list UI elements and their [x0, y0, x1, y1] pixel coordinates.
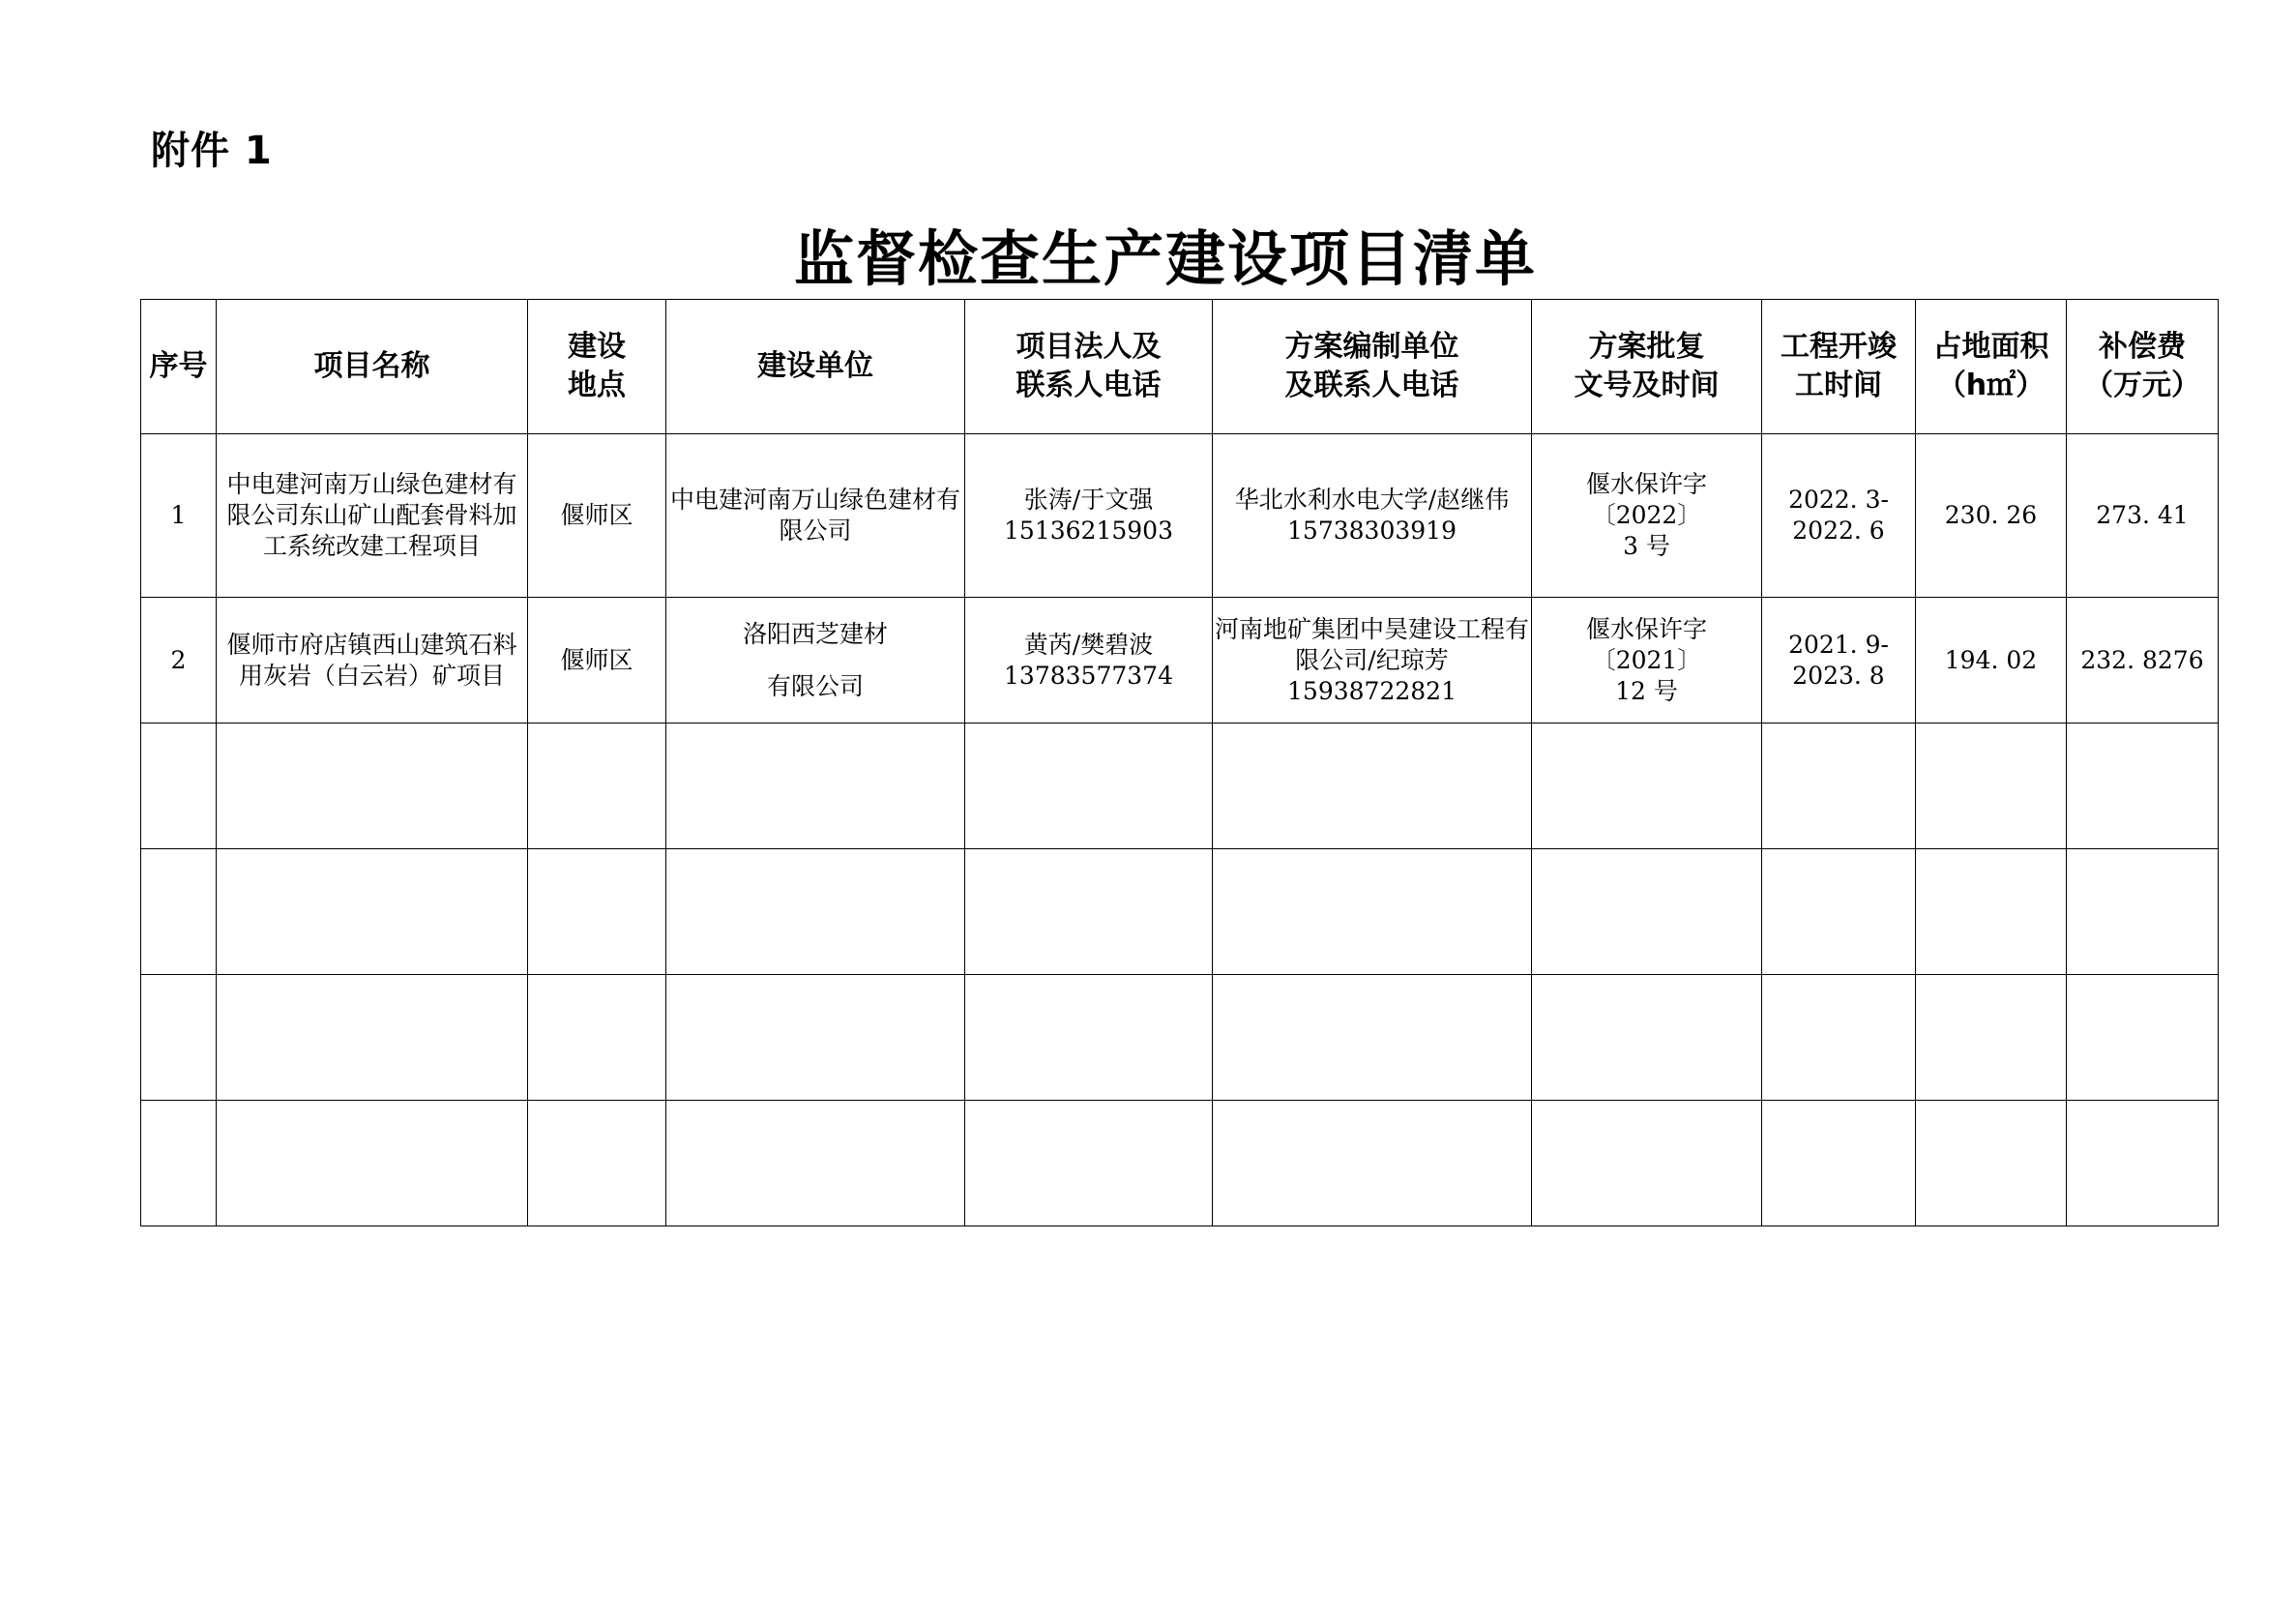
empty-cell — [528, 1101, 666, 1226]
header-seq: 序号 — [141, 300, 217, 434]
empty-cell — [666, 723, 965, 849]
cell-area: 194. 02 — [1916, 598, 2067, 723]
header-builder: 建设单位 — [666, 300, 965, 434]
cell-fee: 273. 41 — [2067, 434, 2219, 598]
project-table — [140, 299, 2219, 1226]
cell-location: 偃师区 — [528, 434, 666, 598]
header-plan-contact: 方案编制单位 及联系人电话 — [1213, 300, 1532, 434]
cell-period: 2022. 3- 2022. 6 — [1762, 434, 1916, 598]
cell-plan-contact: 河南地矿集团中昊建设工程有限公司/纪琼芳 15938722821 — [1213, 598, 1532, 723]
cell-builder: 洛阳西芝建材 有限公司 — [666, 598, 965, 723]
header-project-name: 项目名称 — [217, 300, 528, 434]
empty-cell — [141, 975, 217, 1101]
cell-project-name: 中电建河南万山绿色建材有限公司东山矿山配套骨料加工系统改建工程项目 — [217, 434, 528, 598]
header-approval: 方案批复 文号及时间 — [1532, 300, 1762, 434]
empty-cell — [217, 723, 528, 849]
empty-cell — [2067, 849, 2219, 975]
header-area: 占地面积 （h㎡） — [1916, 300, 2067, 434]
empty-cell — [1762, 1101, 1916, 1226]
header-period: 工程开竣 工时间 — [1762, 300, 1916, 434]
cell-legal-contact: 黄芮/樊碧波 13783577374 — [965, 598, 1213, 723]
table-row — [141, 434, 2219, 598]
empty-cell — [1762, 975, 1916, 1101]
empty-cell — [141, 723, 217, 849]
page-title: 监督检查生产建设项目清单 — [793, 223, 1537, 294]
empty-cell — [141, 1101, 217, 1226]
cell-plan-contact: 华北水利水电大学/赵继伟 15738303919 — [1213, 434, 1532, 598]
header-row — [141, 300, 2219, 434]
header-fee: 补偿费 （万元） — [2067, 300, 2219, 434]
empty-cell — [1916, 723, 2067, 849]
empty-cell — [2067, 723, 2219, 849]
empty-cell — [1532, 849, 1762, 975]
empty-cell — [965, 849, 1213, 975]
header-location: 建设 地点 — [528, 300, 666, 434]
empty-cell — [666, 1101, 965, 1226]
cell-approval: 偃水保许字〔2021〕 12 号 — [1532, 598, 1762, 723]
cell-legal-contact: 张涛/于文强 15136215903 — [965, 434, 1213, 598]
empty-cell — [666, 849, 965, 975]
cell-fee: 232. 8276 — [2067, 598, 2219, 723]
empty-cell — [1532, 723, 1762, 849]
empty-table-row — [141, 849, 2219, 975]
empty-table-row — [141, 975, 2219, 1101]
empty-cell — [217, 975, 528, 1101]
empty-cell — [217, 1101, 528, 1226]
cell-area: 230. 26 — [1916, 434, 2067, 598]
empty-cell — [1213, 1101, 1532, 1226]
cell-builder: 中电建河南万山绿色建材有限公司 — [666, 434, 965, 598]
cell-project-name: 偃师市府店镇西山建筑石料用灰岩（白云岩）矿项目 — [217, 598, 528, 723]
empty-cell — [1213, 723, 1532, 849]
empty-cell — [965, 1101, 1213, 1226]
empty-cell — [1532, 1101, 1762, 1226]
cell-approval: 偃水保许字〔2022〕 3 号 — [1532, 434, 1762, 598]
empty-cell — [528, 849, 666, 975]
empty-cell — [1762, 849, 1916, 975]
empty-cell — [1916, 849, 2067, 975]
empty-cell — [965, 723, 1213, 849]
empty-cell — [1532, 975, 1762, 1101]
empty-cell — [965, 975, 1213, 1101]
empty-cell — [141, 849, 217, 975]
table-row — [141, 598, 2219, 723]
empty-cell — [2067, 975, 2219, 1101]
empty-table-row — [141, 1101, 2219, 1226]
empty-rows — [141, 723, 2219, 1226]
empty-cell — [528, 975, 666, 1101]
empty-cell — [666, 975, 965, 1101]
empty-cell — [1213, 849, 1532, 975]
empty-cell — [1916, 1101, 2067, 1226]
empty-cell — [528, 723, 666, 849]
cell-seq: 1 — [141, 434, 217, 598]
attachment-label: 附件 1 — [151, 129, 273, 173]
empty-cell — [1916, 975, 2067, 1101]
cell-period: 2021. 9- 2023. 8 — [1762, 598, 1916, 723]
empty-cell — [1762, 723, 1916, 849]
empty-cell — [217, 849, 528, 975]
empty-table-row — [141, 723, 2219, 849]
cell-location: 偃师区 — [528, 598, 666, 723]
header-legal-contact: 项目法人及 联系人电话 — [965, 300, 1213, 434]
empty-cell — [2067, 1101, 2219, 1226]
empty-cell — [1213, 975, 1532, 1101]
cell-seq: 2 — [141, 598, 217, 723]
